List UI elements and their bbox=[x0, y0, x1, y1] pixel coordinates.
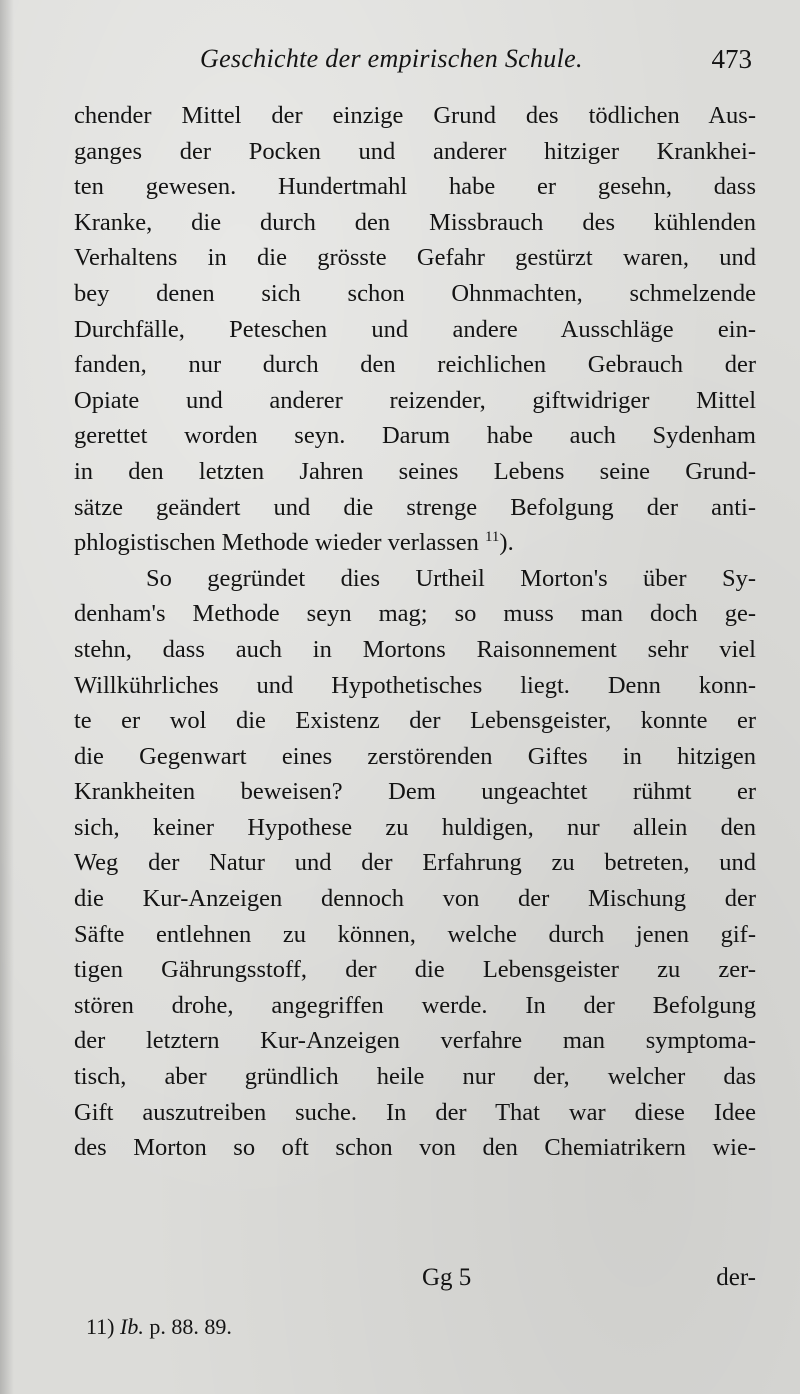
text-line: tigen Gährungsstoff, der die Lebensgeister zu zer- bbox=[74, 956, 756, 984]
text-line: Opiate und anderer reizender, giftwidriger Mittel bbox=[74, 386, 756, 414]
text-line: Krankheiten beweisen? Dem ungeachtet rühmt er bbox=[74, 778, 756, 806]
text-line: te er wol die Existenz der Lebensgeister, konnte er bbox=[74, 707, 756, 735]
page-edge-shadow bbox=[0, 0, 14, 1394]
text-line: gerettet worden seyn. Darum habe auch Sydenham bbox=[74, 422, 756, 450]
text-line: der letztern Kur-Anzeigen verfahre man symptoma- bbox=[74, 1027, 756, 1055]
text-line: Willkührliches und Hypothetisches liegt. Denn konn- bbox=[74, 671, 756, 699]
page-catchline bbox=[74, 1264, 756, 1300]
text-line: Verhaltens in die grösste Gefahr gestürzt waren, und bbox=[74, 244, 756, 272]
text-line: Kranke, die durch den Missbrauch des kühlenden bbox=[74, 208, 756, 236]
page-header bbox=[200, 44, 760, 84]
text-line: sätze geändert und die strenge Befolgung der anti- bbox=[74, 493, 756, 521]
body-text bbox=[74, 98, 756, 1166]
text-line: Säfte entlehnen zu können, welche durch jenen gif- bbox=[74, 920, 756, 948]
text-line: tisch, aber gründlich heile nur der, welcher das bbox=[74, 1063, 756, 1091]
text-line: denham's Methode seyn mag; so muss man doch ge- bbox=[74, 600, 756, 628]
text-line-content: phlogistischen Methode wieder verlassen bbox=[74, 529, 479, 557]
paragraph-start-line: So gegründet dies Urtheil Morton's über Sy- bbox=[146, 564, 756, 592]
text-line: die Gegenwart eines zerstörenden Giftes in hitzigen bbox=[74, 742, 756, 770]
footnote bbox=[86, 1314, 232, 1340]
text-line: stehn, dass auch in Mortons Raisonnement sehr viel bbox=[74, 635, 756, 663]
text-line: Weg der Natur und der Erfahrung zu betreten, und bbox=[74, 849, 756, 877]
text-line: ganges der Pocken und anderer hitziger Krankhei- bbox=[74, 137, 756, 165]
text-line: bey denen sich schon Ohnmachten, schmelzende bbox=[74, 279, 756, 307]
text-line: stören drohe, angegriffen werde. In der Befolgung bbox=[74, 991, 756, 1019]
text-line: Gift auszutreiben suche. In der That war diese Idee bbox=[74, 1098, 756, 1126]
running-title: Geschichte der empirischen Schule. bbox=[200, 44, 583, 73]
footnote-pages: p. 88. 89. bbox=[149, 1314, 232, 1339]
text-line: ten gewesen. Hundertmahl habe er gesehn, dass bbox=[74, 173, 756, 201]
text-line: Durchfälle, Peteschen und andere Ausschläge ein- bbox=[74, 315, 756, 343]
text-line: sich, keiner Hypothese zu huldigen, nur allein den bbox=[74, 813, 756, 841]
signature-mark: Gg 5 bbox=[422, 1264, 472, 1291]
footnote-source: Ib. bbox=[120, 1314, 144, 1339]
text-line-paragraph-end bbox=[74, 525, 756, 561]
text-line: in den letzten Jahren seines Lebens seine Grund- bbox=[74, 457, 756, 485]
footnote-number: 11) bbox=[86, 1314, 115, 1339]
page-number: 473 bbox=[711, 44, 752, 74]
text-line: des Morton so oft schon von den Chemiatrikern wie- bbox=[74, 1134, 756, 1162]
text-line-tail: ). bbox=[499, 529, 514, 557]
text-line: fanden, nur durch den reichlichen Gebrauch der bbox=[74, 351, 756, 379]
catchword: der- bbox=[716, 1264, 756, 1291]
footnote-reference[interactable]: 11 bbox=[484, 529, 500, 546]
text-line: die Kur-Anzeigen dennoch von der Mischung der bbox=[74, 885, 756, 913]
text-line: chender Mittel der einzige Grund des tödlichen Aus- bbox=[74, 102, 756, 129]
